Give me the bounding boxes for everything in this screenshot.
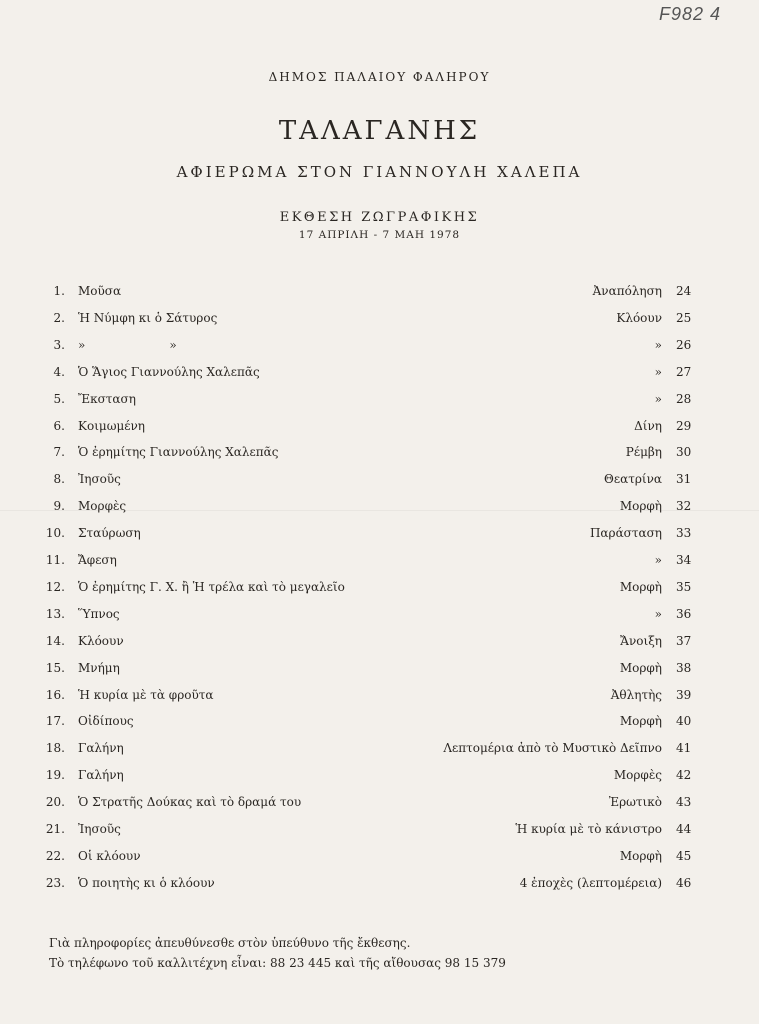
list-row: [0, 416, 759, 436]
handwritten-note: F982 4: [658, 4, 721, 24]
item-number: 1.: [53, 284, 65, 298]
item-number: 45: [676, 848, 692, 863]
item-title: Ἰησοῦς: [78, 472, 121, 487]
item-number: 33: [676, 526, 692, 541]
item-number: 7.: [53, 445, 65, 460]
item-title: »: [654, 606, 662, 621]
item-title: Ὁ Στρατῆς Δούκας καὶ τὸ δραμά του: [78, 795, 302, 810]
list-row: [0, 631, 759, 651]
item-title: Θεατρίνα: [604, 472, 662, 487]
list-row: [0, 308, 759, 328]
item-title: Ὁ ἐρημίτης Γιαννούλης Χαλεπᾶς: [78, 445, 279, 460]
list-row: [0, 281, 759, 301]
item-title: Λεπτομέρια ἀπὸ τὸ Μυστικὸ Δεῖπνο: [443, 741, 662, 756]
item-title: Ὁ Ἅγιος Γιαννούλης Χαλεπᾶς: [78, 364, 260, 379]
item-number: 19.: [45, 768, 65, 783]
list-row: [0, 792, 759, 812]
item-number: 38: [676, 660, 692, 675]
item-title: Μνήμη: [78, 660, 120, 675]
item-title: Ἡ Νύμφη κι ὁ Σάτυρος: [78, 310, 218, 325]
item-title: Κλόουν: [616, 310, 662, 325]
item-title: Ὁ ποιητὴς κι ὁ κλόουν: [78, 875, 215, 890]
item-title: »: [654, 391, 662, 406]
item-title: Ἡ κυρία μὲ τὸ κάνιστρο: [515, 822, 662, 836]
item-title: Οἰδίπους: [78, 714, 134, 729]
item-number: 6.: [53, 418, 65, 433]
footer-info: Γιὰ πληροφορίες ἀπευθύνεσθε στὸν ὑπεύθυνο τῆς ἔκθεσης.: [49, 936, 411, 950]
item-title: Ρέμβη: [625, 445, 662, 460]
item-number: 42: [676, 768, 692, 783]
item-title: Ἰησοῦς: [78, 822, 121, 836]
item-title: Γαλήνη: [78, 741, 124, 756]
item-title: Ἀναπόληση: [592, 284, 662, 298]
item-number: 15.: [45, 660, 65, 675]
item-title: Μορφὴ: [619, 714, 662, 729]
item-number: 10.: [45, 526, 65, 541]
organization: ΔΗΜΟΣ ΠΑΛΑΙΟΥ ΦΑΛΗΡΟΥ: [268, 70, 491, 84]
item-title: Μορφὲς: [78, 499, 127, 514]
item-number: 40: [676, 714, 692, 729]
item-number: 8.: [53, 472, 65, 487]
item-number: 13.: [45, 606, 65, 621]
item-title: » »: [78, 337, 177, 352]
item-number: 44: [676, 822, 692, 836]
item-title: Δίνη: [634, 418, 662, 433]
list-row: [0, 577, 759, 597]
list-row: [0, 335, 759, 355]
item-title: Ἄνοιξη: [620, 633, 662, 648]
page-title: ΤΑΛΑΓΑΝΗΣ: [278, 116, 481, 146]
item-title: Παράσταση: [589, 526, 662, 541]
item-number: 5.: [53, 391, 65, 406]
item-title: »: [654, 364, 662, 379]
item-number: 11.: [45, 553, 65, 567]
item-title: Κοιμωμένη: [78, 418, 145, 433]
list-row: [0, 362, 759, 382]
item-number: 39: [676, 687, 692, 702]
list-row: [0, 711, 759, 731]
item-number: 36: [676, 606, 692, 621]
list-row: [0, 765, 759, 785]
item-number: 2.: [53, 310, 65, 325]
item-title: Μορφὴ: [619, 499, 662, 514]
item-number: 18.: [45, 741, 65, 756]
item-title: Ἄφεση: [78, 553, 117, 567]
item-title: Γαλήνη: [78, 768, 124, 783]
list-row: [0, 469, 759, 489]
item-title: Μορφὴ: [619, 579, 662, 594]
item-number: 20.: [45, 795, 65, 810]
item-number: 24: [676, 284, 692, 298]
list-row: [0, 442, 759, 462]
item-number: 31: [676, 472, 692, 487]
list-row: [0, 685, 759, 705]
list-row: [0, 819, 759, 839]
exhibition-dates: 17 ΑΠΡΙΛΗ - 7 ΜΑΗ 1978: [298, 229, 461, 241]
item-title: Ἡ κυρία μὲ τὰ φροῦτα: [78, 687, 214, 702]
footer-phone: Τὸ τηλέφωνο τοῦ καλλιτέχνη εἶναι: 88 23 445 καὶ τῆς αἴθουσας 98 15 379: [49, 956, 506, 970]
list-row: [0, 550, 759, 570]
item-number: 32: [676, 499, 692, 514]
item-number: 37: [676, 633, 692, 648]
item-title: 4 ἐποχὲς (λεπτομέρεια): [519, 875, 662, 890]
item-title: Οἱ κλόουν: [78, 848, 141, 863]
item-number: 12.: [45, 579, 65, 594]
item-number: 25: [676, 310, 692, 325]
list-row: [0, 873, 759, 893]
list-row: [0, 846, 759, 866]
item-number: 35: [676, 579, 692, 594]
item-title: Ἀθλητὴς: [610, 687, 662, 702]
item-number: 23.: [45, 875, 65, 890]
item-number: 17.: [45, 714, 65, 729]
item-title: »: [654, 553, 662, 567]
dedication: ΑΦΙΕΡΩΜΑ ΣΤΟΝ ΓΙΑΝΝΟΥΛΗ ΧΑΛΕΠΑ: [176, 163, 583, 181]
item-number: 21.: [45, 822, 65, 836]
exhibition-label: ΕΚΘΕΣΗ ΖΩΓΡΑΦΙΚΗΣ: [279, 210, 480, 225]
item-title: Κλόουν: [78, 633, 124, 648]
item-title: Ὕπνος: [78, 606, 120, 621]
item-number: 27: [676, 364, 692, 379]
item-title: »: [654, 337, 662, 352]
item-title: Μορφὴ: [619, 660, 662, 675]
item-title: Ὁ ἐρημίτης Γ. Χ. ἢ Ἡ τρέλα καὶ τὸ μεγαλεῖο: [78, 579, 345, 594]
item-number: 4.: [53, 364, 65, 379]
item-number: 14.: [45, 633, 65, 648]
item-title: Μορφὲς: [613, 768, 662, 783]
item-number: 30: [676, 445, 692, 460]
item-number: 29: [676, 418, 692, 433]
item-number: 28: [676, 391, 692, 406]
item-title: Μορφὴ: [619, 848, 662, 863]
list-row: [0, 523, 759, 543]
item-number: 16.: [45, 687, 65, 702]
item-title: Ἐρωτικὸ: [608, 795, 662, 810]
list-row: [0, 658, 759, 678]
list-row: [0, 389, 759, 409]
item-number: 3.: [53, 337, 65, 352]
item-title: Μοῦσα: [78, 284, 122, 298]
item-title: Ἔκσταση: [78, 391, 136, 406]
item-number: 41: [676, 741, 692, 756]
item-number: 34: [676, 553, 692, 567]
list-row: [0, 738, 759, 758]
list-row: [0, 604, 759, 624]
item-number: 43: [676, 795, 692, 810]
item-number: 22.: [45, 848, 65, 863]
list-row: [0, 496, 759, 516]
item-number: 46: [676, 875, 692, 890]
item-number: 9.: [53, 499, 65, 514]
item-number: 26: [676, 337, 692, 352]
item-title: Σταύρωση: [78, 526, 141, 541]
